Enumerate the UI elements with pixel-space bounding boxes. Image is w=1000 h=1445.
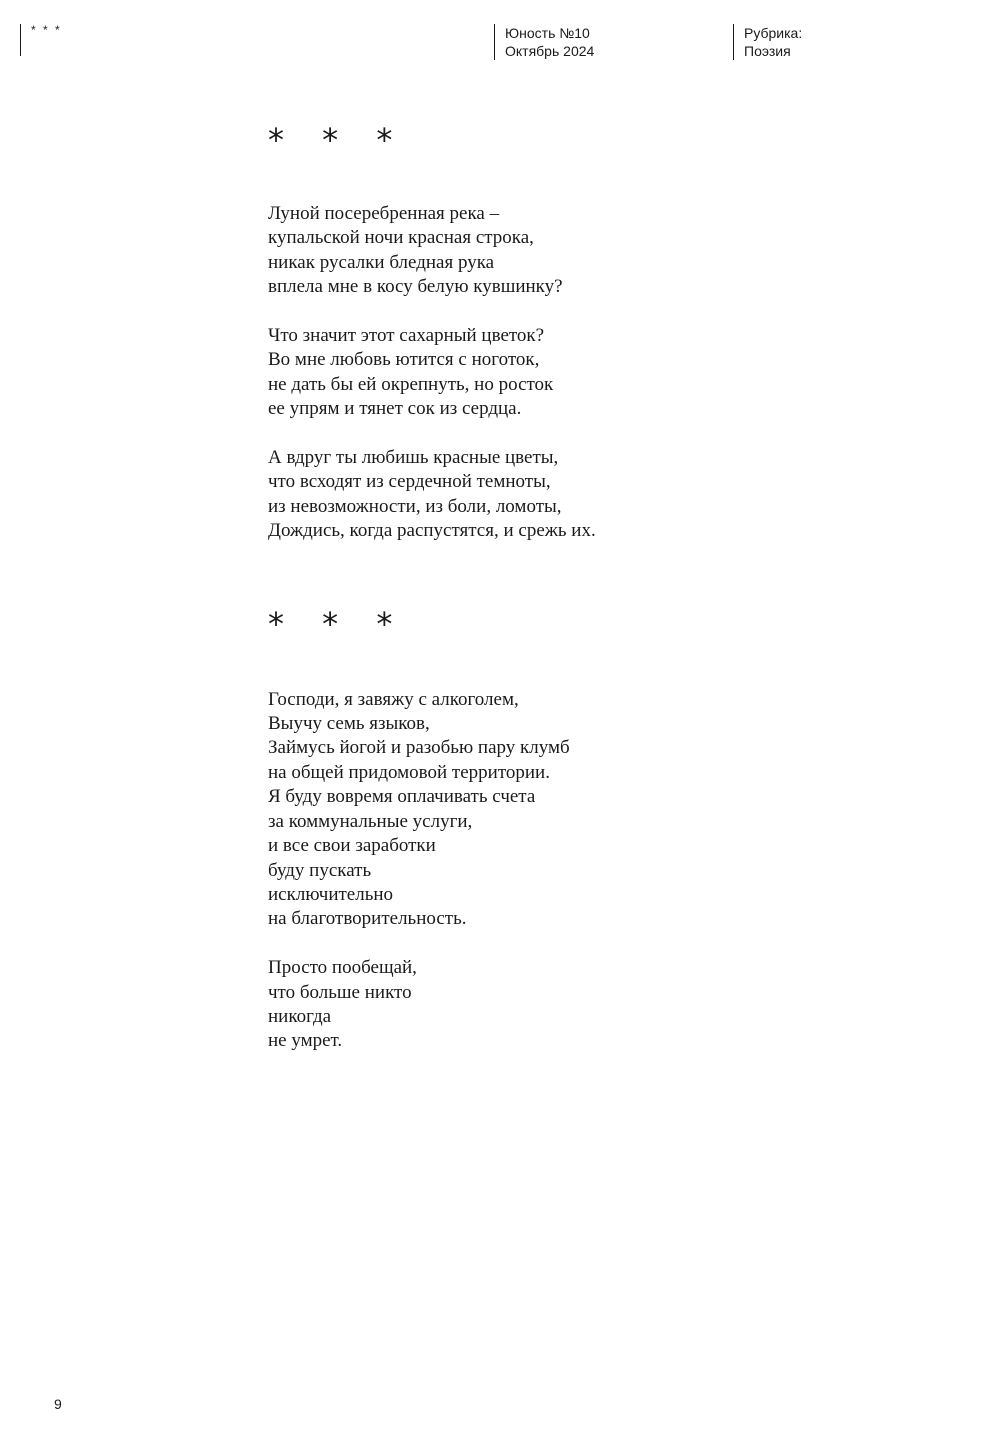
poem-line: никак русалки бледная рука [268,251,495,273]
poem-line: и все свои заработки [268,835,436,857]
rubric-name: Поэзия [744,43,791,59]
header-section-mark [20,24,62,56]
poem-line: не дать бы ей окрепнуть, но росток [268,373,554,395]
poem-line: ее упрям и тянет сок из сердца. [268,398,522,420]
poem-line: буду пускать [268,859,372,881]
poem-line: никогда [268,1005,332,1027]
page-number: 9 [54,1396,62,1412]
stanza [268,688,868,932]
header-rubric [733,24,802,60]
poem-line: на благотворительность. [268,908,467,930]
poem-line: Я буду вовремя оплачивать счета [268,786,536,808]
poem-line: что всходят из сердечной темноты, [268,471,551,493]
poem-line: Господи, я завяжу с алкоголем, [268,688,519,710]
poem-line: Выучу семь языков, [268,713,430,735]
header-issue [494,24,594,60]
poem-line: Дождись, когда распустятся, и срежь их. [268,520,596,542]
poem-line: исключительно [268,883,394,905]
poem-line: Просто пообещай, [268,957,417,979]
poem-line: купальской ночи красная строка, [268,227,534,249]
poem-line: Займусь йогой и разобью пару клумб [268,737,570,759]
poems-content [268,120,868,1054]
issue-date: Октябрь 2024 [505,43,595,59]
poem-line: Во мне любовь ютится с ноготок, [268,349,540,371]
poem-line: Луной посеребренная река – [268,203,500,224]
rubric-label: Рубрика: [744,25,803,41]
poem-title: * * * [268,121,407,159]
poem-line: Что значит этот сахарный цветок? [268,325,545,347]
stanza [268,202,868,300]
section-mark: * * * [31,23,62,37]
poem-line: не умрет. [268,1030,343,1052]
stanza [268,324,868,422]
poem-line: за коммунальные услуги, [268,810,473,832]
stanza [268,956,868,1054]
magazine-issue: Юность №10 [505,25,590,41]
stanza [268,446,868,544]
poem-line: что больше никто [268,981,412,1003]
poem-line: на общей придомовой территории. [268,761,550,783]
poem-title: * * * [268,604,407,643]
poem-2 [268,604,868,1054]
poem-1 [268,120,868,544]
poem-line: из невозможности, из боли, ломоты, [268,495,562,517]
poem-line: вплела мне в косу белую кувшинку? [268,276,563,298]
poem-line: А вдруг ты любишь красные цветы, [268,447,559,469]
